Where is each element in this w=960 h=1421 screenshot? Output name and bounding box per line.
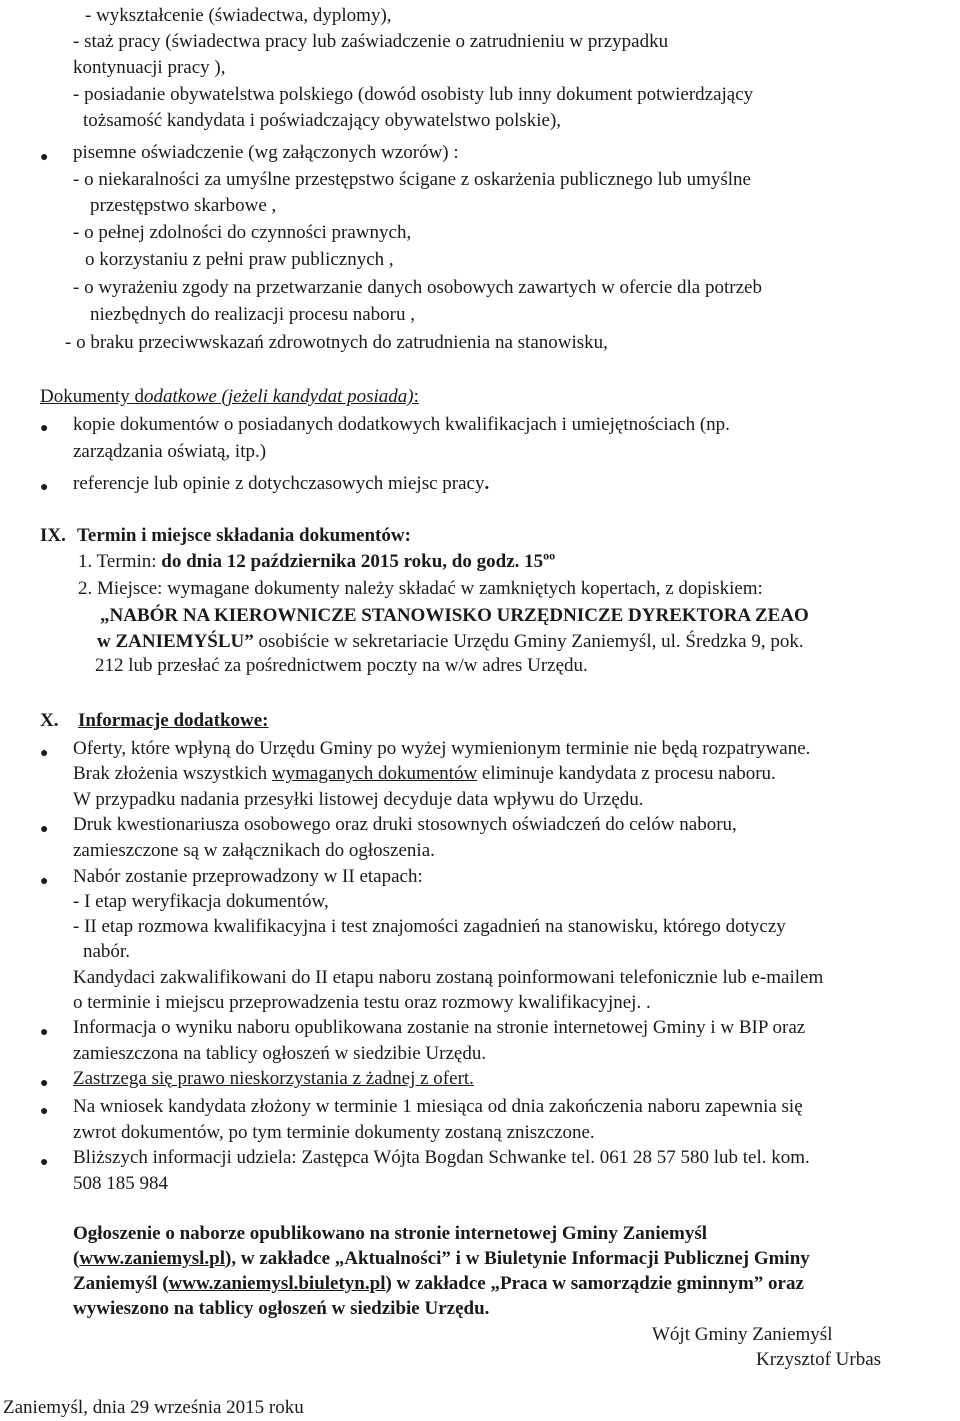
bullet-icon: ● bbox=[40, 150, 49, 165]
info-notification: Kandydaci zakwalifikowani do II etapu naboru zostaną poinformowani telefonicznie lub e-mailem bbox=[73, 967, 824, 988]
section-ix-number: IX. bbox=[40, 525, 66, 546]
submission-deadline: 1. Termin: do dnia 12 października 2015 roku, do godz. $15^{oo}$ bbox=[78, 548, 556, 572]
requirement-citizenship: - posiadanie obywatelstwa polskiego (dowód osobisty lub inny dokument potwierdzający bbox=[73, 84, 754, 105]
requirement-experience: - staż pracy (świadectwa pracy lub zaświadczenie o zatrudnieniu w przypadku bbox=[73, 31, 669, 52]
info-reservation: Zastrzega się prawo nieskorzystania z żadnej z ofert. bbox=[73, 1068, 474, 1089]
info-missing-documents: Brak złożenia wszystkich wymaganych dokumentów eliminuje kandydata z procesu naboru. bbox=[73, 763, 776, 784]
additional-documents-heading: Dokumenty dodatkowe (jeżeli kandydat posiada): bbox=[40, 386, 419, 407]
bullet-icon: ● bbox=[40, 1104, 49, 1119]
bullet-icon: ● bbox=[40, 822, 49, 837]
info-contact-phone: 508 185 984 bbox=[73, 1173, 168, 1194]
bullet-icon: ● bbox=[40, 1076, 49, 1091]
info-document-return: Na wniosek kandydata złożony w terminie 1 miesiąca od dnia zakończenia naboru zapewnia się bbox=[73, 1096, 803, 1117]
info-forms-cont: zamieszczone są w załącznikach do ogłoszenia. bbox=[73, 840, 435, 861]
bullet-icon: ● bbox=[40, 480, 49, 495]
section-ix-title: Termin i miejsce składania dokumentów: bbox=[77, 525, 411, 546]
info-results-cont: zamieszczona na tablicy ogłoszeń w siedzibie Urzędu. bbox=[73, 1043, 487, 1064]
bullet-icon: ● bbox=[40, 746, 49, 761]
announcement-board: wywieszono na tablicy ogłoszeń w siedzibie Urzędu. bbox=[73, 1298, 490, 1319]
info-document-return-cont: zwrot dokumentów, po tym terminie dokumenty zostaną zniszczone. bbox=[73, 1122, 595, 1143]
additional-qualifications: kopie dokumentów o posiadanych dodatkowych kwalifikacjach i umiejętnościach (np. bbox=[73, 414, 730, 435]
announcement-text-cont: (www.zaniemysl.pl), w zakładce „Aktualności” i w Biuletynie Informacji Publicznej Gminy bbox=[73, 1248, 810, 1269]
bullet-icon: ● bbox=[40, 874, 49, 889]
written-statement-heading: pisemne oświadczenie (wg załączonych wzorów) : bbox=[73, 142, 459, 163]
info-notification-cont: o terminie i miejscu przeprowadzenia testu oraz rozmowy kwalifikacyjnej. . bbox=[73, 992, 651, 1013]
announcement-bip: Zaniemyśl (www.zaniemysl.biuletyn.pl) w zakładce „Praca w samorządzie gminnym” oraz bbox=[73, 1273, 804, 1294]
requirement-education: - wykształcenie (świadectwa, dyplomy), bbox=[85, 5, 392, 26]
statement-public-rights: o korzystaniu z pełni praw publicznych , bbox=[85, 249, 394, 270]
envelope-inscription: „NABÓR NA KIEROWNICZE STANOWISKO URZĘDNICZE DYREKTORA ZEAO bbox=[100, 605, 809, 626]
section-x-number: X. bbox=[40, 710, 59, 731]
statement-data-consent-cont: niezbędnych do realizacji procesu naboru , bbox=[90, 304, 415, 325]
signature-title: Wójt Gminy Zaniemyśl bbox=[652, 1324, 833, 1345]
bip-link[interactable]: www.zaniemysl.biuletyn.pl bbox=[168, 1273, 386, 1294]
info-late-offers: Oferty, które wpłyną do Urzędu Gminy po wyżej wymienionym terminie nie będą rozpatrywane. bbox=[73, 738, 811, 759]
bullet-icon: ● bbox=[40, 421, 49, 436]
bullet-icon: ● bbox=[40, 1025, 49, 1040]
statement-no-criminal-record-cont: przestępstwo skarbowe , bbox=[90, 195, 277, 216]
additional-qualifications-cont: zarządzania oświatą, itp.) bbox=[73, 441, 267, 462]
website-link[interactable]: www.zaniemysl.pl bbox=[79, 1248, 226, 1269]
info-stage-two: - II etap rozmowa kwalifikacyjna i test znajomości zagadnień na stanowisku, którego dotyczy bbox=[73, 916, 786, 937]
announcement-text: Ogłoszenie o naborze opublikowano na stronie internetowej Gminy Zaniemyśl bbox=[73, 1223, 708, 1244]
info-stages: Nabór zostanie przeprowadzony w II etapach: bbox=[73, 866, 423, 887]
submission-place: 2. Miejsce: wymagane dokumenty należy składać w zamkniętych kopertach, z dopiskiem: bbox=[78, 578, 763, 599]
requirement-citizenship-cont: tożsamość kandydata i poświadczający obywatelstwo polskie), bbox=[83, 110, 562, 131]
additional-references: referencje lub opinie z dotychczasowych miejsc pracy. bbox=[73, 473, 490, 494]
section-x-title: Informacje dodatkowe: bbox=[78, 710, 269, 731]
requirement-experience-cont: kontynuacji pracy ), bbox=[73, 57, 226, 78]
place-and-date: Zaniemyśl, dnia 29 września 2015 roku bbox=[3, 1397, 304, 1418]
info-results: Informacja o wyniku naboru opublikowana zostanie na stronie internetowej Gminy i w BIP oraz bbox=[73, 1017, 806, 1038]
info-postal-date: W przypadku nadania przesyłki listowej decyduje data wpływu do Urzędu. bbox=[73, 789, 644, 810]
submission-place-room: 212 lub przesłać za pośrednictwem poczty na w/w adres Urzędu. bbox=[95, 655, 588, 676]
statement-health: - o braku przeciwwskazań zdrowotnych do zatrudnienia na stanowisku, bbox=[65, 332, 608, 353]
info-stage-one: - I etap weryfikacja dokumentów, bbox=[73, 891, 329, 912]
info-contact: Bliższych informacji udziela: Zastępca Wójta Bogdan Schwanke tel. 061 28 57 580 lub tel. kom. bbox=[73, 1147, 810, 1168]
statement-data-consent: - o wyrażeniu zgody na przetwarzanie danych osobowych zawartych w ofercie dla potrzeb bbox=[73, 277, 762, 298]
info-forms: Druk kwestionariusza osobowego oraz druki stosownych oświadczeń do celów naboru, bbox=[73, 814, 737, 835]
signature-name: Krzysztof Urbas bbox=[756, 1349, 882, 1370]
submission-place-cont: w ZANIEMYŚLU” osobiście w sekretariacie Urzędu Gminy Zaniemyśl, ul. Średzka 9, pok. bbox=[97, 631, 804, 652]
bullet-icon: ● bbox=[40, 1155, 49, 1170]
info-stage-two-cont: nabór. bbox=[83, 941, 130, 962]
statement-no-criminal-record: - o niekaralności za umyślne przestępstwo ścigane z oskarżenia publicznego lub umyślne bbox=[73, 169, 751, 190]
statement-legal-capacity: - o pełnej zdolności do czynności prawnych, bbox=[73, 222, 412, 243]
